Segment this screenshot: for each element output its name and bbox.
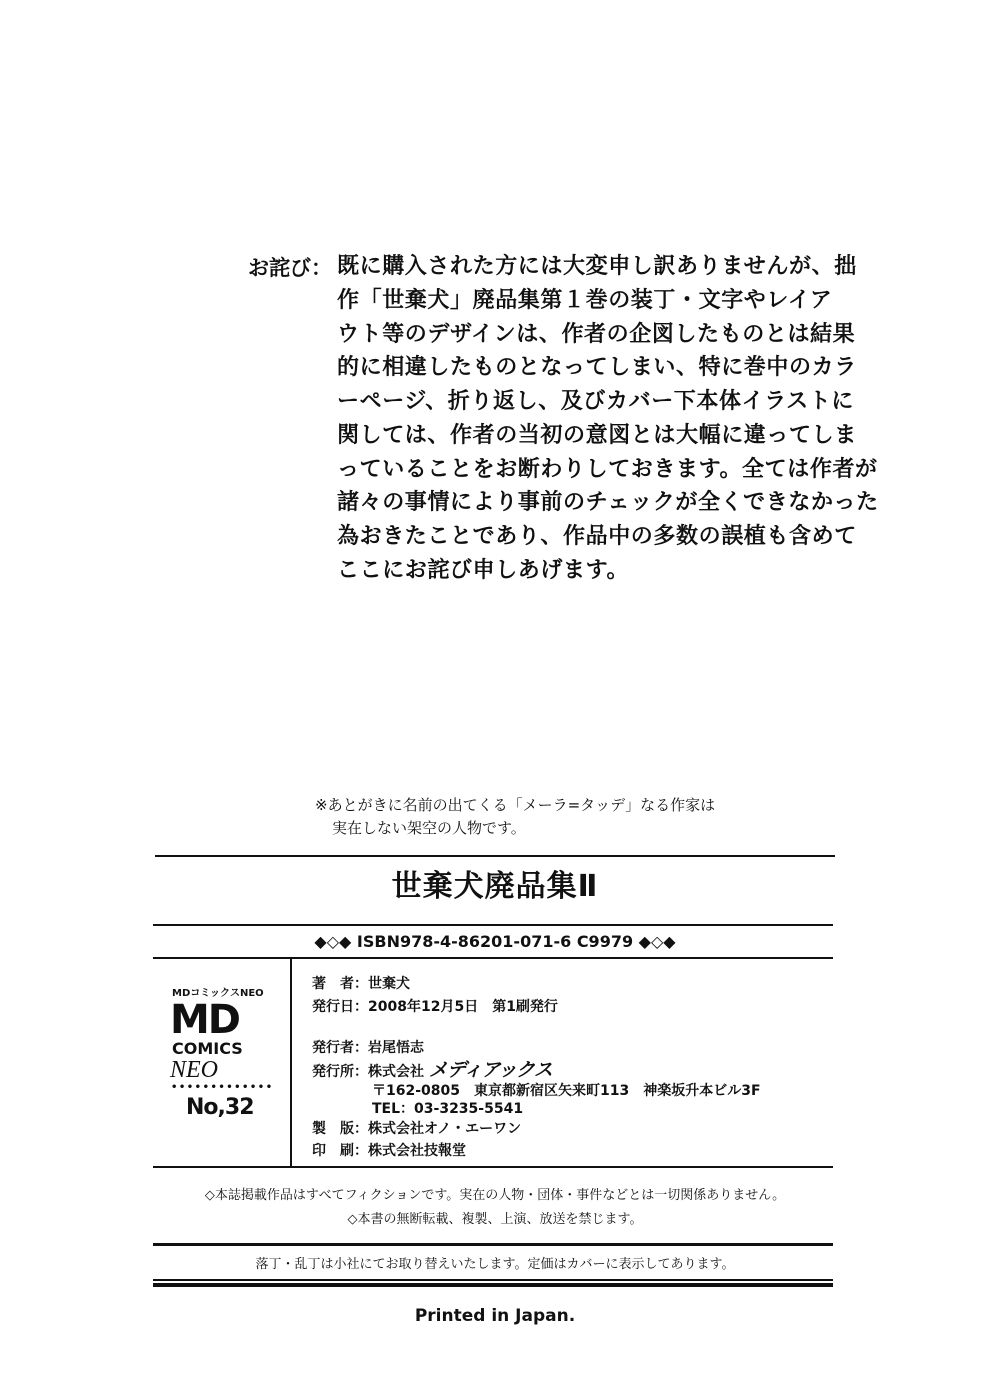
apology-line: っていることをお断わりしておきます。全ては作者が — [337, 457, 878, 482]
apology-line: 関しては、作者の当初の意図とは大幅に違ってしま — [337, 423, 857, 448]
divider — [153, 924, 833, 926]
author: 著 者：世棄犬 — [312, 976, 410, 992]
publisher-person: 発行者：岩尾悟志 — [312, 1040, 424, 1056]
divider — [155, 855, 835, 857]
apology-line: 的に相違したものとなってしまい、特に巻中のカラ — [337, 355, 857, 380]
divider — [153, 1166, 833, 1168]
printing: 印 刷：株式会社技報堂 — [312, 1143, 466, 1159]
apology-line: 諸々の事情により事前のチェックが全くできなかった — [337, 490, 879, 515]
publisher-office — [312, 1059, 552, 1083]
publisher-office-prefix: 発行所：株式会社 — [312, 1064, 429, 1080]
apology-line: 為おきたことであり、作品中の多数の誤植も含めて — [337, 524, 857, 549]
logo-comics: COMICS — [172, 1039, 243, 1058]
logo-md: MD — [170, 997, 240, 1043]
apology-line-last: ここにお詫び申しあげます。 — [337, 558, 630, 583]
colophon-divider — [290, 958, 292, 1166]
address: 〒162-0805 東京都新宿区矢来町113 神楽坂升本ビル3F — [372, 1083, 761, 1099]
author-note-line1: ※あとがきに名前の出てくる「メーラ=タッデ」なる作家は — [315, 796, 716, 814]
tel: TEL：03-3235-5541 — [372, 1101, 524, 1117]
double-divider-thick — [153, 1283, 833, 1287]
double-divider-thin — [153, 1279, 833, 1281]
apology-line: ウト等のデザインは、作者の企図したものとは結果 — [337, 322, 856, 347]
series-name-small: MDコミックスNEO — [172, 988, 264, 999]
issue-date: 発行日：2008年12月5日 第1刷発行 — [312, 999, 558, 1015]
publisher-brand-logo: メディアックス — [428, 1059, 552, 1081]
logo-dots: ••••••••••••• — [171, 1082, 274, 1093]
logo-neo: NEO — [170, 1057, 218, 1083]
divider — [153, 957, 833, 959]
series-number: No,32 — [186, 1095, 254, 1120]
copyright-notice: ◇本書の無断転載、複製、上演、放送を禁じます。 — [347, 1212, 643, 1227]
author-note-line2: 実在しない架空の人物です。 — [332, 819, 526, 837]
divider — [153, 1243, 833, 1246]
replacement-notice: 落丁・乱丁は小社にてお取り替えいたします。定価はカバーに表示してあります。 — [255, 1257, 735, 1272]
apology-label: お詫び： — [248, 256, 332, 280]
apology-line: ーページ、折り返し、及びカバー下本体イラストに — [337, 389, 854, 414]
book-title: 世棄犬廃品集Ⅱ — [391, 869, 599, 904]
isbn: ◆◇◆ ISBN978-4-86201-071-6 C9979 ◆◇◆ — [314, 932, 676, 951]
plate-making: 製 版：株式会社オノ・エーワン — [312, 1121, 522, 1137]
printed-in-japan: Printed in Japan. — [414, 1306, 576, 1326]
apology-line: 作「世棄犬」廃品集第１巻の装丁・文字やレイア — [337, 288, 833, 313]
fiction-notice: ◇本誌掲載作品はすべてフィクションです。実在の人物・団体・事件などとは一切関係ありません。 — [204, 1188, 786, 1203]
apology-line: 既に購入された方には大変申し訳ありませんが、拙 — [337, 254, 857, 279]
